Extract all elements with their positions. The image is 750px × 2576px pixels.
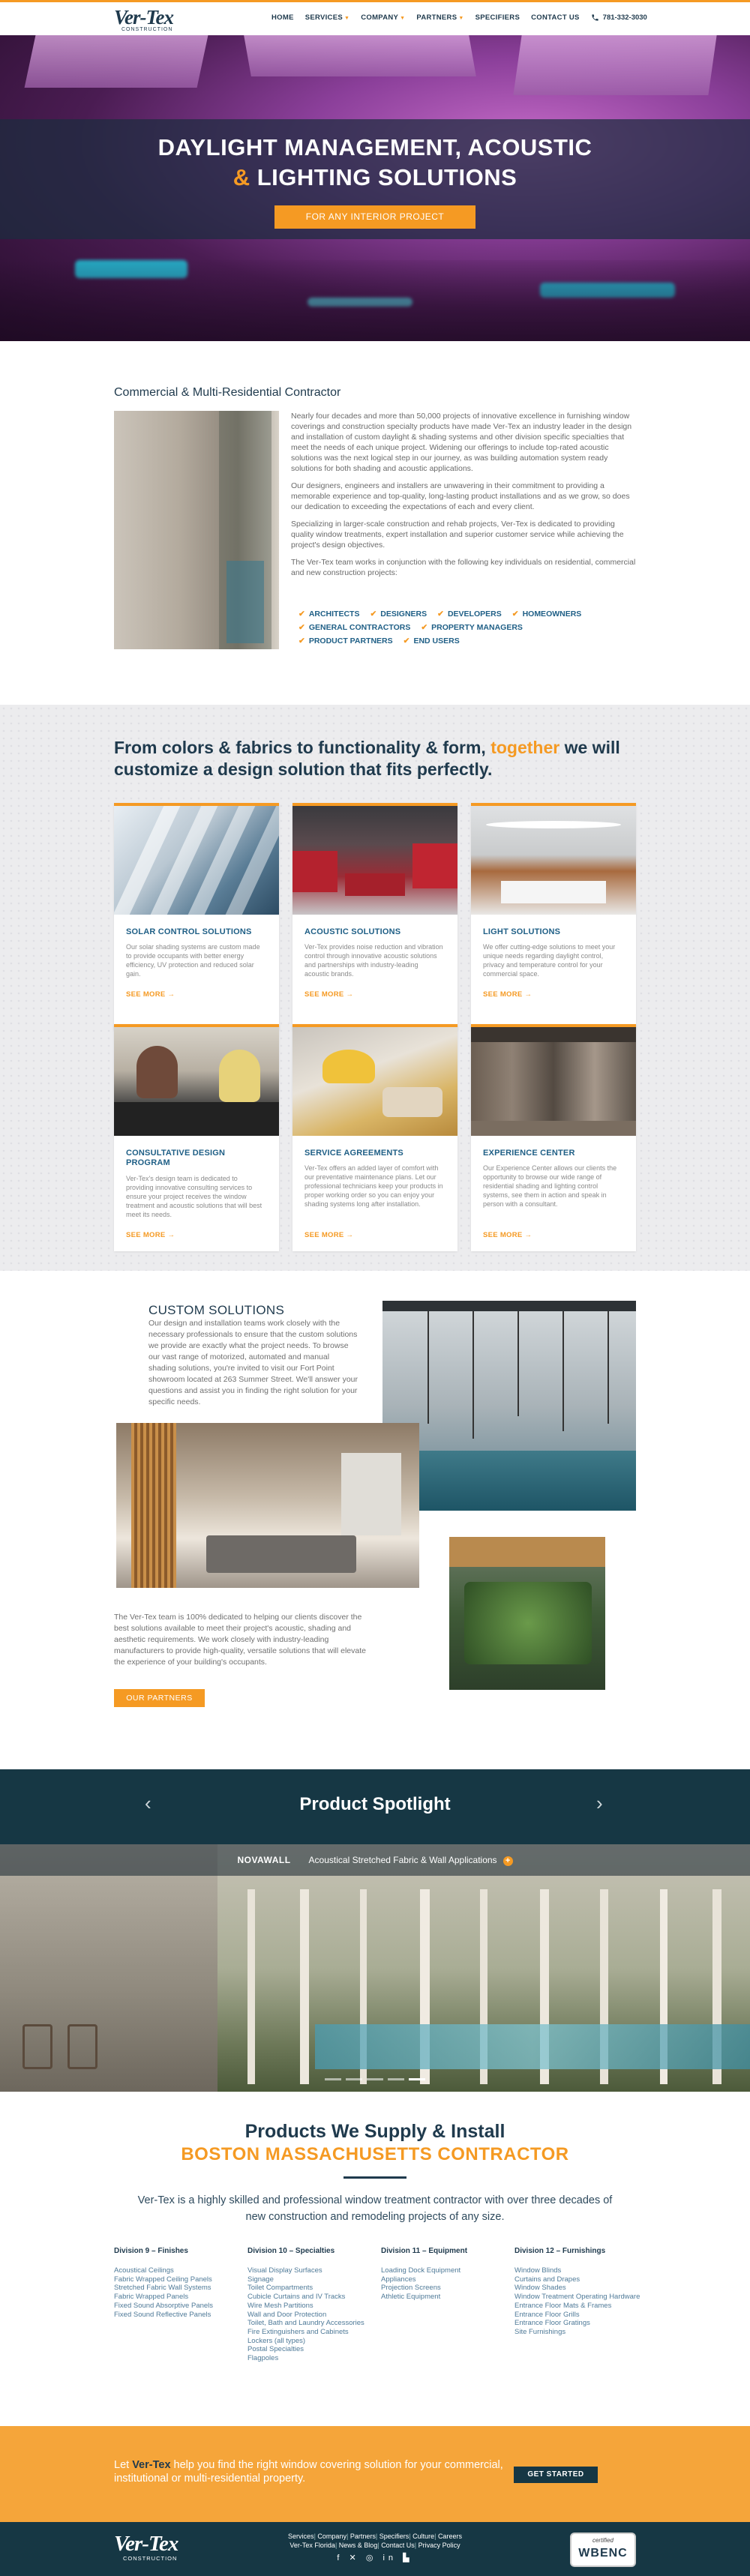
hero-banner [0, 35, 750, 341]
spotlight-prev-arrow-icon[interactable]: ‹ [145, 1792, 152, 1814]
spotlight-next-arrow-icon[interactable]: › [596, 1792, 603, 1814]
service-card-light[interactable] [471, 803, 636, 1030]
card-image [471, 806, 636, 915]
footer-link-culture[interactable]: Culture [412, 2533, 435, 2540]
facebook-icon[interactable]: f [337, 2554, 344, 2563]
card-description: Our solar shading systems are custom made to provide occupants with better energy efficiency, UV protection and reduced solar gain. [126, 943, 260, 978]
logo-wordmark: Ver-Tex [114, 6, 173, 28]
see-more-link[interactable]: SEE MORE → [483, 1231, 532, 1239]
division-12-column: Division 12 – Furnishings Window Blinds Curtains and Drapes Window Shades Window Treatment Operating Hardware Entrance Floor Mats & Frames Entrance Floor Grills Entrance Floor Gratings Site Furnishings [514, 2247, 640, 2336]
slider-dot[interactable] [388, 2078, 404, 2080]
card-title: SERVICE AGREEMENTS [304, 1149, 404, 1158]
phone-icon [591, 13, 599, 22]
team-item: ✔ END USERS [403, 637, 460, 645]
card-image [471, 1027, 636, 1136]
houzz-icon[interactable]: ▙ [403, 2554, 413, 2563]
arrow-right-icon: → [167, 990, 176, 999]
chevron-down-icon: ▼ [344, 16, 350, 21]
card-image [292, 806, 458, 915]
card-title: SOLAR CONTROL SOLUTIONS [126, 927, 252, 936]
linkedin-icon[interactable]: in [382, 2554, 398, 2563]
see-more-link[interactable]: SEE MORE → [483, 990, 532, 999]
footer-link-florida[interactable]: Ver-Tex Florida [290, 2542, 335, 2549]
footer-nav-row1: Services| Company| Partners| Specifiers| Culture| Careers [288, 2533, 462, 2540]
get-started-button[interactable]: GET STARTED [514, 2467, 598, 2483]
footer-social-icons [0, 2553, 750, 2563]
check-icon: ✔ [512, 610, 519, 619]
nav-company[interactable]: COMPANY ▼ [361, 13, 406, 22]
card-title: ACOUSTIC SOLUTIONS [304, 927, 401, 936]
spotlight-image-novawall [0, 1844, 750, 2092]
card-title: EXPERIENCE CENTER [483, 1149, 575, 1158]
slider-dot[interactable] [325, 2078, 341, 2080]
footer-link-specifiers[interactable]: Specifiers [379, 2533, 410, 2540]
footer-link-contact-us[interactable]: Contact Us [381, 2542, 415, 2549]
service-card-consultative-design[interactable] [114, 1024, 279, 1251]
arrow-right-icon: → [346, 990, 354, 999]
spotlight-caption [0, 1855, 750, 1866]
footer-link-company[interactable]: Company [317, 2533, 346, 2540]
hero-floor-shade [0, 260, 750, 341]
service-card-experience-center[interactable] [471, 1024, 636, 1251]
card-title: LIGHT SOLUTIONS [483, 927, 561, 936]
check-icon: ✔ [421, 623, 428, 632]
check-icon: ✔ [298, 610, 305, 619]
slider-dot[interactable] [367, 2078, 383, 2080]
division-9-column: Division 9 – Finishes Acoustical Ceilings Fabric Wrapped Ceiling Panels Stretched Fabric Wall Systems Fabric Wrapped Panels Fixed Sound Absorptive Panels Fixed Sound Reflective Panels [114, 2247, 214, 2319]
service-card-service-agreements[interactable] [292, 1024, 458, 1251]
spotlight-brand: NOVAWALL [237, 1855, 291, 1865]
slider-dot-active[interactable] [409, 2078, 425, 2080]
supply-description: Ver-Tex is a highly skilled and professional window treatment contractor with over three decades of new construction and remodeling projects of any size. [137, 2194, 613, 2223]
card-description: We offer cutting-edge solutions to meet your unique needs regarding daylight control, privacy and temperature control for your commercial space. [483, 943, 616, 978]
see-more-link[interactable]: SEE MORE → [304, 1231, 354, 1239]
check-icon: ✔ [370, 610, 377, 619]
cta-text: Let Ver-Tex help you find the right window covering solution for your commercial, institutional or multi-residential property. [114, 2459, 503, 2485]
supply-title: Products We Supply & Install [244, 2121, 506, 2142]
chevron-down-icon: ▼ [400, 16, 406, 21]
check-icon: ✔ [298, 637, 305, 645]
custom-solutions-photo-shades [382, 1301, 636, 1511]
team-item: ✔ HOMEOWNERS [512, 610, 582, 619]
team-item: ✔ PROPERTY MANAGERS [421, 623, 523, 632]
supply-subtitle: BOSTON MASSACHUSETTS CONTRACTOR [181, 2144, 569, 2164]
intro-text: Nearly four decades and more than 50,000 projects of innovative excellence in furnishing window coverings and construction specialty products have made Ver-Tex an industry leader in the design and installation of custom daylight & shading systems and other division specific specialties that meet the needs of each unique project. Widening our offerings to include top-rated acoustic solutions was the next logical step in our journey, as was building automation system ready solutions for both shading and acoustic applications. Our designers, engineers and installers are unwavering in their commitment to providing a memorable experience and top-quality, long-lasting product installations and as we grow, so does our dedication to exceeding the expectations of each and every client. Specializing in larger-scale construction and rehab projects, Ver-Tex is dedicated to providing quality window treatments, expert installation and superior customer service while achieving the project's design objectives. The Ver-Tex team works in conjunction with the following key individuals on residential, commercial and new construction projects: [291, 412, 636, 577]
card-description: Ver-Tex offers an added layer of comfort with our preventative maintenance plans. Let our professional technicians keep your products in proper working order so you can enjoy your shading systems long after installation. [304, 1164, 443, 1208]
site-logo[interactable] [114, 7, 186, 34]
team-list [298, 610, 581, 619]
phone-number: 781-332-3030 [602, 13, 647, 22]
card-description: Ver-Tex provides noise reduction and vibration control through innovative acoustic solutions and partnerships with industry-leading acoustic brands. [304, 943, 443, 978]
nav-partners[interactable]: PARTNERS ▼ [416, 13, 464, 22]
design-headline: From colors & fabrics to functionality & form, together we will customize a design solution that fits perfectly. [114, 738, 620, 779]
check-icon: ✔ [403, 637, 410, 645]
card-image [114, 1027, 279, 1136]
arrow-right-icon: → [167, 1231, 176, 1239]
arrow-right-icon: → [524, 990, 532, 999]
footer-link-services[interactable]: Services [288, 2533, 314, 2540]
arrow-right-icon: → [524, 1231, 532, 1239]
team-item: ✔ DEVELOPERS [437, 610, 502, 619]
team-list-row3 [298, 637, 460, 645]
see-more-link[interactable]: SEE MORE → [126, 990, 176, 999]
card-description: Our Experience Center allows our clients the opportunity to browse our wide range of residential shading and lighting control systems, see them in action and speak in person with a consultant. [483, 1164, 617, 1208]
footer-link-privacy-policy[interactable]: Privacy Policy [418, 2542, 460, 2549]
hero-cta-button[interactable]: FOR ANY INTERIOR PROJECT [274, 205, 476, 229]
nav-contact-us[interactable]: CONTACT US [531, 13, 580, 22]
check-icon: ✔ [298, 623, 305, 632]
team-item: ✔ PRODUCT PARTNERS [298, 637, 393, 645]
custom-solutions-text-secondary: The Ver-Tex team is 100% dedicated to helping our clients discover the best solutions available to meet their project's acoustic, shading and aesthetic requirements. We work closely with industry-leading manufacturers to provide high-quality, versatile solutions that will elevate the experience of your building's occupants. [114, 1613, 366, 1667]
see-more-link[interactable]: SEE MORE → [126, 1231, 176, 1239]
team-item: ✔ DESIGNERS [370, 610, 428, 619]
card-title: CONSULTATIVE DESIGN PROGRAM [126, 1149, 226, 1167]
instagram-icon[interactable]: ◎ [365, 2554, 377, 2563]
main-nav [272, 13, 647, 22]
custom-solutions-photo-lounge [116, 1423, 419, 1588]
division-10-column: Division 10 – Specialties Visual Display Surfaces Signage Toilet Compartments Cubicle Curtains and IV Tracks Wire Mesh Partitions Wall and Door Protection Toilet, Bath and Laundry Accessories Fire Extinguishers and Cabinets Lockers (all types) Postal Specialties Flagpoles [248, 2247, 364, 2363]
header-phone-link[interactable] [591, 13, 647, 22]
intro-title: Commercial & Multi-Residential Contractor [114, 386, 341, 399]
hero-ceiling-panel [513, 35, 716, 95]
see-more-link[interactable]: SEE MORE → [304, 990, 354, 999]
card-image [292, 1027, 458, 1136]
team-item: ✔ ARCHITECTS [298, 610, 360, 619]
intro-photo-window-shades [114, 411, 279, 649]
card-image [114, 806, 279, 915]
hero-ceiling-panel [244, 35, 476, 76]
spotlight-caption-text: Acoustical Stretched Fabric & Wall Applications [308, 1855, 497, 1865]
card-description: Ver-Tex's design team is dedicated to providing innovative consulting services to ensure your project receives the window treatment and acoustic solutions that will best meet its needs. [126, 1175, 262, 1218]
plus-icon[interactable]: + [503, 1856, 513, 1866]
footer-link-partners[interactable]: Partners [350, 2533, 376, 2540]
team-item: ✔ GENERAL CONTRACTORS [298, 623, 411, 632]
logo-subtitle: CONSTRUCTION [122, 27, 173, 32]
footer-link-news-blog[interactable]: News & Blog [338, 2542, 378, 2549]
team-list-row2 [298, 623, 523, 632]
hero-ceiling-panel [25, 35, 208, 88]
custom-solutions-text: Our design and installation teams work closely with the necessary professionals to ensure that the custom solutions we provide are exactly what the project needs. To browse our vast range of motorized, automated and manual shading solutions, you're invited to visit our Fort Point showroom located at 263 Summer Street. We'll answer your questions and assist you in finding the right solution for your specific needs. [148, 1319, 358, 1406]
division-11-column: Division 11 – Equipment Loading Dock Equipment Appliances Projection Screens Athletic Equipment [381, 2247, 468, 2302]
our-partners-button[interactable]: OUR PARTNERS [114, 1689, 205, 1707]
supply-divider [344, 2176, 406, 2179]
check-icon: ✔ [437, 610, 444, 619]
footer-logo[interactable]: Ver-Tex CONSTRUCTION [114, 2532, 178, 2562]
custom-solutions-title: CUSTOM SOLUTIONS [148, 1303, 285, 1317]
wbenc-certified-badge: certified WBENC [570, 2533, 636, 2567]
spotlight-title: Product Spotlight [299, 1794, 451, 1814]
nav-specifiers[interactable]: SPECIFIERS [475, 13, 520, 22]
service-card-solar-control[interactable] [114, 803, 279, 1030]
service-card-acoustic[interactable] [292, 803, 458, 1030]
footer-nav-row2: Ver-Tex Florida| News & Blog| Contact Us| Privacy Policy [290, 2542, 460, 2549]
arrow-right-icon: → [346, 1231, 354, 1239]
nav-services[interactable]: SERVICES ▼ [304, 13, 350, 22]
twitter-icon[interactable]: ✕ [349, 2554, 360, 2563]
hero-title: DAYLIGHT MANAGEMENT, ACOUSTIC & LIGHTING SOLUTIONS [158, 134, 592, 190]
nav-home[interactable]: HOME [272, 13, 294, 22]
custom-solutions-photo-green-wall [446, 1534, 608, 1693]
site-footer [0, 2522, 750, 2576]
footer-link-careers[interactable]: Careers [437, 2533, 462, 2540]
slider-dot[interactable] [346, 2078, 362, 2080]
chevron-down-icon: ▼ [458, 16, 464, 21]
